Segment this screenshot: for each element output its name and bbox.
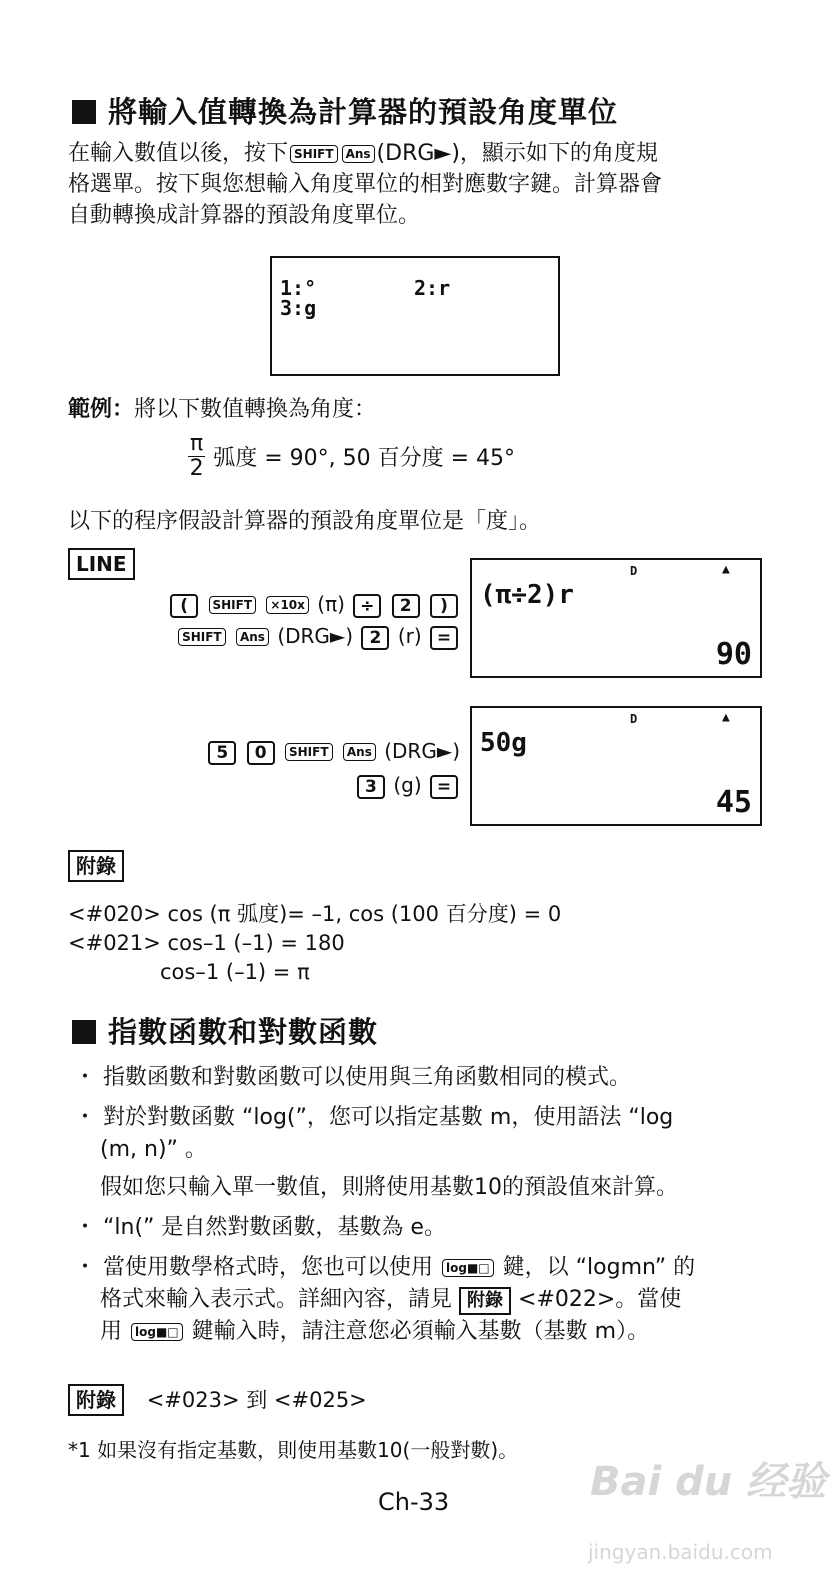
bullet-item-2-note: 假如您只輸入單一數值，則將使用基數10的預設值來計算。 [100, 1175, 678, 1200]
appendix-line-020: <#020> cos (π 弧度)= –1, cos (100 百分度) = 0 [68, 902, 562, 926]
bullet-item-4-cont: 格式來輸入表示式。詳細內容，請見 附錄 <#022>。當使 [74, 1284, 774, 1316]
example1-keystrokes [160, 588, 460, 652]
open-paren-key-icon: ( [170, 594, 198, 618]
bullet-item-4-cont2: 用 log■□ 鍵輸入時，請注意您必須輸入基數（基數 m）。 [100, 1319, 650, 1344]
bullet-item-2-cont: (m, n)” 。 [100, 1137, 207, 1162]
two-key-icon: 2 [392, 594, 420, 618]
zero-key-icon: 0 [247, 741, 275, 765]
log-box-key-icon: log■□ [442, 1259, 494, 1277]
menu-option-degree: 1:° [280, 276, 317, 300]
bullet-item-4: ・ 當使用數學格式時，您也可以使用 log■□ 鍵，以 “logmn” 的 [74, 1255, 696, 1280]
two-key-icon: 2 [361, 626, 389, 650]
example2-input: 50g [480, 728, 527, 758]
assumption-text: 以下的程序假設計算器的預設角度單位是「度」。 [68, 509, 542, 534]
scroll-up-indicator-icon: ▲ [722, 562, 730, 577]
bullet-item-2: ・ 對於對數函數 “log(”，您可以指定基數 m，使用語法 “log [74, 1105, 674, 1130]
ans-key-icon: Ans [343, 743, 376, 761]
example2-keystrokes [160, 734, 460, 802]
example-line [68, 394, 376, 425]
heading-square-icon [72, 100, 96, 124]
example2-display [470, 706, 762, 826]
appendix-inline-label: 附錄 [459, 1287, 511, 1315]
ans-key-icon: Ans [342, 145, 375, 163]
example1-display [470, 558, 762, 678]
example2-result: 45 [715, 785, 752, 820]
shift-key-icon: SHIFT [285, 743, 333, 761]
example1-keys-line-2: SHIFT Ans (DRG►) 2 (r) = [160, 620, 460, 652]
times-ten-key-icon: ×10x [266, 596, 309, 614]
intro-line-1: 在輸入數值以後，按下 SHIFT Ans (DRG►)，顯示如下的角度規 [68, 141, 658, 166]
exp-log-bullets [74, 1062, 774, 1348]
appendix-label-2: 附錄 [68, 1384, 124, 1416]
shift-key-icon: SHIFT [290, 145, 338, 163]
example2-keys-line-1: 5 0 SHIFT Ans (DRG►) [160, 734, 460, 768]
page-number: Ch-33 [378, 1488, 450, 1516]
bullet-item-1: ・ 指數函數和對數函數可以使用與三角函數相同的模式。 [74, 1065, 632, 1090]
equals-key-icon: = [430, 775, 458, 799]
appendix-line-021b: cos–1 (–1) = π [160, 960, 310, 984]
intro-line-2: 格選單。按下與您想輸入角度單位的相對應數字鍵。計算器會 [68, 172, 663, 197]
fraction-pi-over-2: $\frac{\pi}{2}$ [189, 431, 204, 481]
example-text: 將以下數值轉換為角度： [134, 397, 377, 422]
log-box-key-icon: log■□ [131, 1323, 183, 1341]
appendix-notes [68, 900, 561, 987]
footnote: *1 如果沒有指定基數，則使用基數10(一般對數)。 [68, 1438, 519, 1462]
line-mode-label: LINE [68, 548, 135, 580]
appendix-ref: <#023> 到 <#025> [146, 1388, 367, 1412]
intro-line-3: 自動轉換成計算器的預設角度單位。 [68, 203, 421, 228]
appendix-2 [68, 1384, 367, 1416]
degree-mode-indicator: D [630, 712, 638, 726]
example1-input: (π÷2)r [480, 580, 574, 610]
appendix-label-1: 附錄 [68, 850, 124, 882]
angle-menu-display [270, 256, 560, 376]
example1-result: 90 [715, 637, 752, 672]
example-formula: $\frac{\pi}{2}$ 弧度 = 90°, 50 百分度 = 45° [189, 431, 516, 481]
scroll-up-indicator-icon: ▲ [722, 710, 730, 725]
heading-square-icon [72, 1020, 96, 1044]
shift-key-icon: SHIFT [209, 596, 257, 614]
watermark-url: jingyan.baidu.com [588, 1540, 773, 1564]
shift-key-icon: SHIFT [178, 628, 226, 646]
five-key-icon: 5 [208, 741, 236, 765]
intro-paragraph [68, 138, 768, 231]
menu-option-radian: 2:r [414, 276, 451, 300]
watermark-logo: Bai du 经验 [590, 1459, 827, 1505]
example-label: 範例： [68, 397, 135, 422]
ans-key-icon: Ans [236, 628, 269, 646]
example2-keys-line-2: 3 (g) = [160, 768, 460, 802]
section-heading-exp-log: 指數函數和對數函數 [72, 1010, 378, 1051]
degree-mode-indicator: D [630, 564, 638, 578]
divide-key-icon: ÷ [353, 594, 381, 618]
equals-key-icon: = [430, 626, 458, 650]
appendix-line-021: <#021> cos–1 (–1) = 180 [68, 931, 345, 955]
bullet-item-3: ・ “ln(” 是自然對數函數，基數為 e。 [74, 1215, 446, 1240]
close-paren-key-icon: ) [430, 594, 458, 618]
three-key-icon: 3 [357, 775, 385, 799]
example1-keys-line-1: ( SHIFT ×10x (π) ÷ 2 ) [160, 588, 460, 620]
menu-option-grad: 3:g [280, 296, 317, 320]
section-heading-angle-conversion: 將輸入值轉換為計算器的預設角度單位 [72, 90, 618, 131]
